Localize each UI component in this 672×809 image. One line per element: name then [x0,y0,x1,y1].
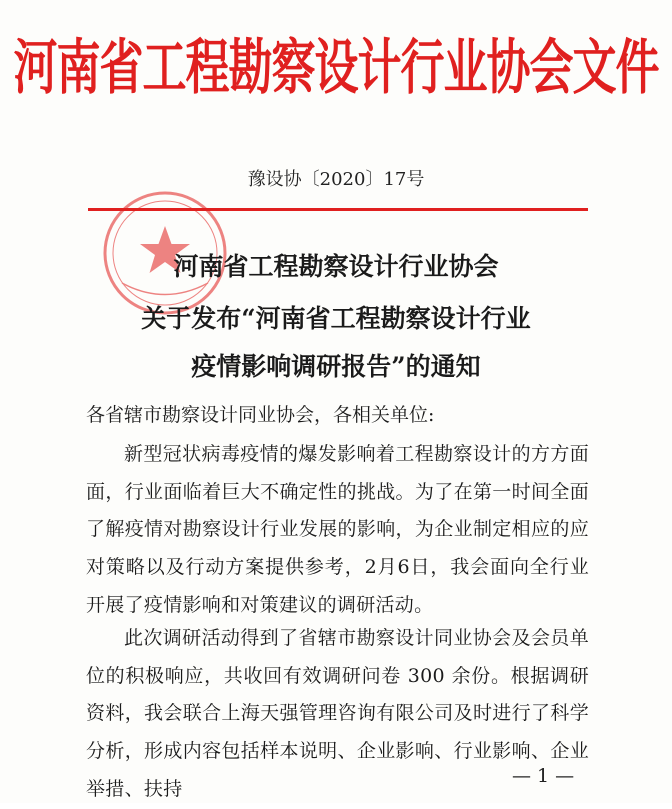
document-header-title: 河南省工程勘察设计行业协会文件 [13,34,659,103]
body-paragraph-1: 新型冠状病毒疫情的爆发影响着工程勘察设计的方方面面，行业面临着巨大不确定性的挑战。为了在第一时间全面了解疫情对勘察设计行业发展的影响，为企业制定相应的应对策略以及行动方案提供参考，2月6日，我会面向全行业开展了疫情影响和对策建议的调研活动。 [86,443,589,616]
page-number: — 1 — [512,765,575,787]
notice-title-line-2: 关于发布“河南省工程勘察设计行业 [141,304,531,333]
document-number: 豫设协〔2020〕17号 [247,169,425,190]
salutation: 各省辖市勘察设计同业协会，各相关单位: [86,404,435,426]
notice-title-line-1: 河南省工程勘察设计行业协会 [173,252,499,281]
body-paragraph-2: 此次调研活动得到了省辖市勘察设计同业协会及会员单位的积极响应，共收回有效调研问卷 300 余份。根据调研资料，我会联合上海天强管理咨询有限公司及时进行了科学分析，形成内容包括样本说明、企业影响、行业影响、企业举措、扶持 [86,627,589,800]
notice-title-line-3: 疫情影响调研报告”的通知 [191,352,481,381]
